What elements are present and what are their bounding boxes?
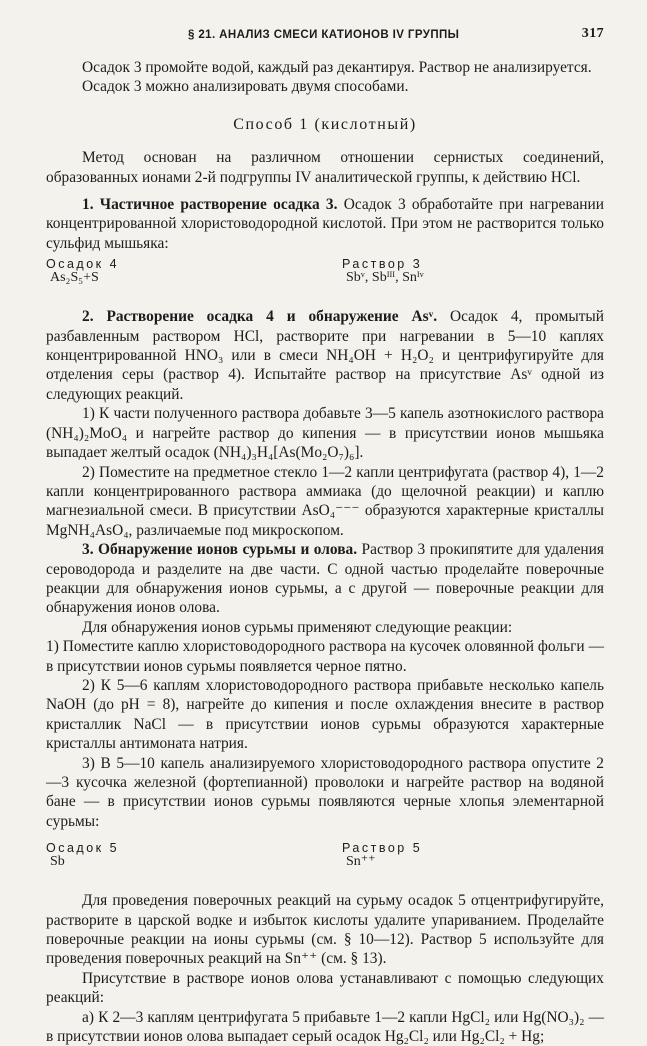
step-2-heading: 2. Растворение осадка 4 и обнаружение Asᵛ. [82, 308, 438, 326]
scheme-1-right-formula: Sbᵛ, Sbᴵᴵᴵ, Snᴵᵛ [346, 270, 424, 286]
scheme-1-right-label: Раствор 3 [342, 257, 423, 272]
scheme-1-left-label: Осадок 4 [46, 257, 120, 272]
running-header [46, 20, 604, 44]
step-2-reaction-1: 1) К части полученного раствора добавьте 3—5 капель азотнокислого раствора (NH₄)₂MoO₄ и нагрейте раствор до кипения — в присутствии ионов мышьяка выпадает желтый осадок (NH₄)₃H₄[As(Mo₂O₇)₆]. [46, 405, 604, 462]
book-page [46, 20, 604, 1046]
antimony-reaction-2: 2) К 5—6 каплям хлористоводородного раствора прибавьте несколько капель NaOH (до pH = 8), нагрейте до кипения и после охлаждения внесите в раствор кристаллик NaCl — в присутствии ионов сурьмы образуются характерные кристаллы антимоната натрия. [46, 676, 604, 753]
page-number: 317 [581, 26, 604, 41]
step-2-paragraph [46, 307, 604, 404]
scheme-2-right-label: Раствор 5 [342, 841, 423, 856]
step-3-text: Раствор 3 прокипятите для удаления сероводорода и разделите на две части. С одной частью проделайте поверочные реакции для обнаружения ионов сурьмы, а с другой — поверочные реакции для обнаружения ионов олова. [46, 541, 604, 617]
antimony-intro: Для обнаружения ионов сурьмы применяют следующие реакции: [82, 618, 513, 636]
antimony-reaction-3: 3) В 5—10 капель анализируемого хлористоводородного раствора опустите 2—3 кусочка железной (фортепианной) проволоки и нагрейте раствор на водяной бане — в присутствии ионов сурьмы появляются черные хлопья элементарной сурьмы: [46, 754, 604, 830]
step-1-text: Осадок 3 обработайте при нагревании концентрированной хлористоводородной кислотой. При этом не растворится только сульфид мышьяка: [46, 196, 604, 252]
scheme-2-left-formula: Sb [50, 854, 65, 870]
intro-paragraph-2: Осадок 3 можно анализировать двумя способами. [82, 78, 409, 96]
antimony-reaction-1: 1) Поместите каплю хлористоводородного раствора на кусочек оловянной фольги — в присутствии ионов сурьмы появляется черное пятно. [46, 638, 604, 675]
separation-scheme-2 [46, 841, 604, 881]
step-1-paragraph [46, 195, 604, 253]
scheme-2-right-formula: Sn⁺⁺ [346, 854, 376, 870]
separation-scheme-1 [46, 257, 604, 297]
tin-intro: Присутствие в растворе ионов олова устанавливают с помощью следующих реакций: [46, 969, 604, 1007]
after-scheme-paragraph: Для проведения поверочных реакций на сурьму осадок 5 отцентрифугируйте, растворите в царской водке и избыток кислоты удалите упариванием. Проделайте поверочные реакции на ионы сурьмы (см. § 10—12). Раствор 5 используйте для проведения поверочных реакций на Sn⁺⁺ (см. § 13). [46, 892, 604, 968]
step-3-paragraph [46, 540, 604, 618]
step-2-reaction-2: 2) Поместите на предметное стекло 1—2 капли центрифугата (раствор 4), 1—2 капли концентрированного раствора аммиака (до щелочной реакции) и каплю магнезиальной смеси. В присутствии AsO₄⁻⁻⁻ образуются характерные кристаллы MgNH₄AsO₄, различаемые под микроскопом. [46, 463, 604, 539]
step-3-heading: 3. Обнаружение ионов сурьмы и олова. [82, 541, 358, 559]
method-heading: Способ 1 (кислотный) [233, 115, 417, 133]
method-intro: Метод основан на различном отношении сернистых соединений, образованных ионами 2-й подгруппы IV аналитической группы, к действию HCl. [46, 149, 604, 186]
step-1-heading: 1. Частичное растворение осадка 3. [82, 196, 338, 214]
section-title: § 21. АНАЛИЗ СМЕСИ КАТИОНОВ IV ГРУППЫ [188, 29, 460, 41]
scheme-1-left-formula: As₂S₅+S [50, 270, 99, 286]
intro-paragraph-1: Осадок 3 промойте водой, каждый раз декантируя. Раствор не анализируется. [82, 59, 592, 76]
tin-reaction-a: а) К 2—3 каплям центрифугата 5 прибавьте 1—2 капли HgCl₂ или Hg(NO₃)₂ — в присутствии ионов олова выпадает серый осадок Hg₂Cl₂ или Hg₂Cl₂ + Hg; [46, 1008, 604, 1046]
step-2-text: Осадок 4, промытый разбавленным раствором HCl, растворите при нагревании в 5—10 каплях концентрированной HNO₃ или в смеси NH₄OH + H₂O₂ и центрифугируйте для отделения серы (раствор 4). Испытайте раствор на присутствие Asᵛ одной из следующих реакций. [46, 308, 604, 403]
scheme-2-left-label: Осадок 5 [46, 841, 120, 856]
